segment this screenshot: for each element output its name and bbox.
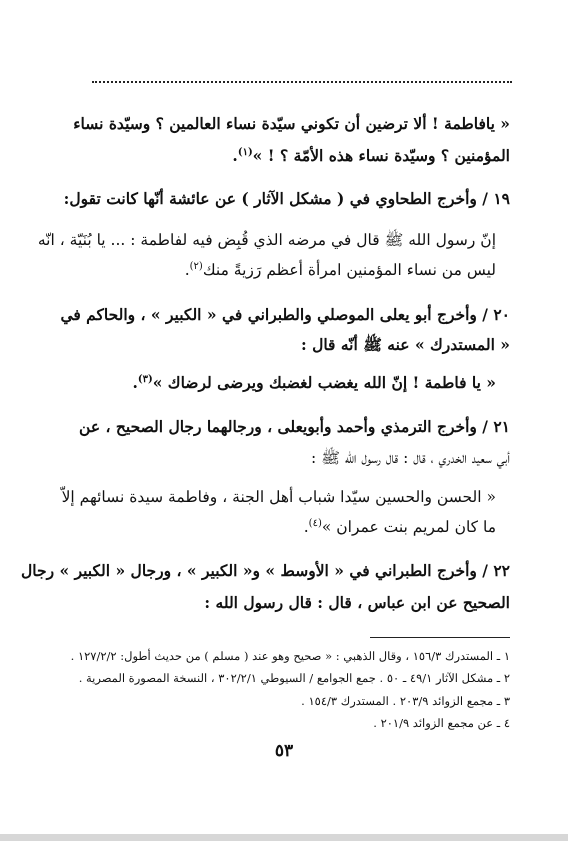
footnote-4: ٤ ـ عن مجمع الزوائد ٢٠١/٩ . (373, 716, 510, 730)
body-line-3 (40, 188, 510, 210)
body-line-11 (40, 486, 496, 508)
body-line-9 (40, 416, 510, 438)
body-line-5-text: ليس من نساء المؤمنين امرأة أعظم رَزيةً منك (202, 261, 496, 279)
body-line-11-text: « الحسن والحسين سيّدا شباب أهل الجنة ، وفاطمة سيدة نسائهم إلاّ (61, 488, 496, 506)
footnote-ref-4: (٤) (308, 517, 322, 529)
footnote-1: ١ ـ المستدرك ١٥٦/٣ ، وقال الذهبي : « صحيح وهو عند ( مسلم ) من حديث أطول: ١٢٧/٢/٢ . (70, 649, 510, 663)
body-line-8-text: « يا فاطمة ! إنّ الله يغضب لغضبك ويرضى لرضاك » (152, 373, 496, 392)
body-line-8: « يا فاطمة ! إنّ الله يغضب لغضبك ويرضى لرضاك »$^{(٣)}$. (132, 373, 496, 392)
footnote-2: ٢ ـ مشكل الآثار ٤٩/١ ـ ٥٠ . جمع الجوامع / السيوطي ٣٠٢/٢/١ ، النسخة المصورة المصرية . (78, 671, 510, 685)
body-line-1-text: « يافاطمة ! ألا ترضين أن تكوني سيّدة نساء العالمين ؟ وسيّدة نساء (73, 114, 510, 133)
body-line-6-text: ٢٠ / وأخرج أبو يعلى الموصلي والطبراني في « الكبير » ، والحاكم في (60, 305, 510, 324)
body-line-7 (40, 334, 510, 356)
body-line-6 (40, 304, 510, 326)
footnote-divider (370, 637, 510, 638)
body-line-9-text: ٢١ / وأخرج الترمذي وأحمد وأبويعلى ، ورجالهما رجال الصحيح ، عن (79, 417, 510, 436)
body-line-12: ما كان لمريم بنت عمران »$^{(٤)}$. (303, 517, 496, 536)
body-line-5: ليس من نساء المؤمنين امرأة أعظم رَزيةً منك$^{(٢)}$. (184, 260, 496, 279)
footnote-ref-3: (٣) (137, 373, 153, 385)
footnote-ref-1: (١) (237, 146, 253, 158)
body-line-13 (21, 560, 510, 582)
body-line-13-text: ٢٢ / وأخرج الطبراني في « الأوسط » و« الكبير » ، ورجال « الكبير » رجال (21, 561, 510, 580)
page-number: ٥٣ (274, 741, 294, 761)
footnote-3: ٣ ـ مجمع الزوائد ٢٠٣/٩ . المستدرك ١٥٤/٣ . (301, 694, 510, 708)
body-line-10 (40, 447, 510, 469)
body-line-14 (40, 592, 510, 614)
body-line-14-text: الصحيح عن ابن عباس ، قال : قال رسول الله : (204, 593, 510, 612)
footnote-ref-2: (٢) (189, 260, 203, 272)
body-line-2: المؤمنين ؟ وسيّدة نساء هذه الأمّة ؟ ! »$^{(١)}$. (232, 146, 510, 165)
header-dotted-divider (92, 81, 512, 83)
body-line-3-text: ١٩ / وأخرج الطحاوي في ( مشكل الآثار ) عن عائشة أنّها كانت تقول: (63, 189, 510, 208)
body-line-12-text: ما كان لمريم بنت عمران » (321, 518, 496, 536)
body-line-4 (37, 229, 496, 251)
body-line-1 (40, 113, 510, 135)
body-line-2-text: المؤمنين ؟ وسيّدة نساء هذه الأمّة ؟ ! » (252, 146, 510, 165)
body-line-7-text: « المستدرك » عنه ﷺ أنّه قال : (300, 335, 510, 354)
scan-bottom-edge (0, 834, 568, 841)
body-line-4-text: إنّ رسول الله ﷺ قال في مرضه الذي قُبِض فيه لفاطمة : ... يا بُنَيّة ، انّه (37, 231, 496, 249)
body-line-10-text: أبي سعيد الخدري ، قال : قال رسول الله ﷺ : (311, 449, 510, 467)
